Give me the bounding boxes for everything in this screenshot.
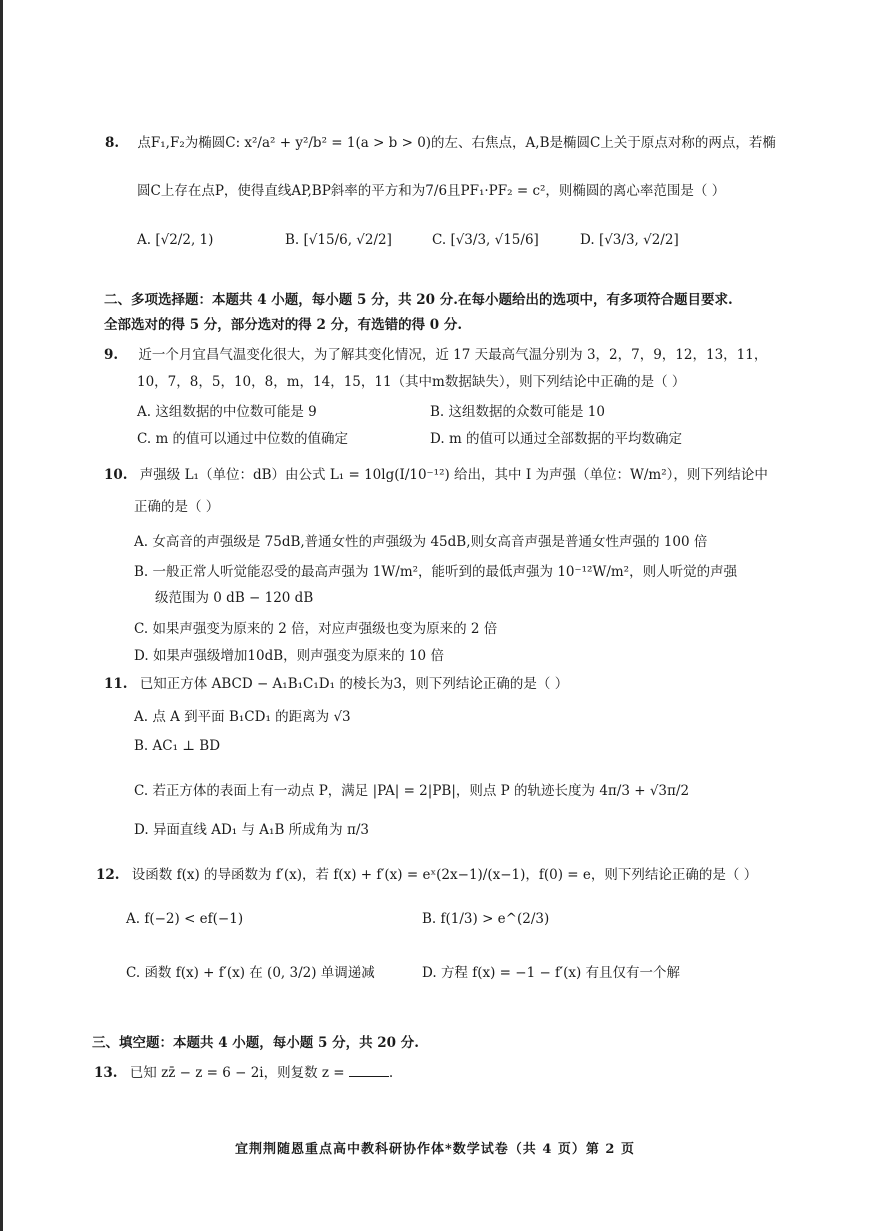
q8-option-d-text: [√3/3, √2/2]: [598, 232, 679, 248]
q11-number: 11.: [104, 676, 128, 692]
q10-option-b: B. 一般正常人听觉能忍受的最高声强为 1W/m²，能听到的最低声强为 10⁻¹²W/m²，则人听觉的声强: [134, 564, 738, 580]
q13-text: 已知 zz̄ − z = 6 − 2i，则复数 z =: [129, 1065, 345, 1081]
q13-number: 13.: [94, 1065, 118, 1081]
q8-text-1: 点F₁,F₂为椭圆C: x²/a² + y²/b² = 1(a > b > 0)的左、右焦点，A,B是椭圆C上关于原点对称的两点，若椭: [137, 135, 776, 151]
q10-option-c-text: 如果声强变为原来的 2 倍，对应声强级也变为原来的 2 倍: [152, 621, 498, 637]
q12-option-c: C. 函数 f(x) + f′(x) 在 (0, 3/2) 单调递减: [126, 965, 375, 981]
q12-option-d-text: 方程 f(x) = −1 − f′(x) 有且仅有一个解: [440, 965, 681, 981]
q8-option-d: D. [√3/3, √2/2]: [580, 232, 679, 248]
q12-line1: [96, 866, 757, 884]
q8-option-c-text: [√3/3, √15/6]: [450, 232, 539, 248]
q10-option-a: A. 女高音的声强级是 75dB,普通女性的声强级为 45dB,则女高音声强是普通女性声强的 100 倍: [134, 534, 708, 550]
q12-text-1: 设函数 f(x) 的导函数为 f′(x)，若 f(x) + f′(x) = eˣ(2x−1)/(x−1)，f(0) = e，则下列结论正确的是（ ）: [131, 867, 758, 883]
section3-heading: 三、填空题：本题共 4 小题，每小题 5 分，共 20 分.: [92, 1035, 419, 1051]
q10-option-b-cont-text: 级范围为 0 dB − 120 dB: [155, 590, 314, 606]
q9-line2: 10，7，8，5，10，8，m，14，15，11（其中m数据缺失），则下列结论中正确的是（ ）: [137, 374, 686, 390]
q10-line2: 正确的是（ ）: [134, 499, 220, 515]
section2-subheading: 全部选对的得 5 分，部分选对的得 2 分，有选错的得 0 分.: [104, 317, 463, 333]
q8-option-b: B. [√15/6, √2/2]: [285, 232, 392, 248]
q11-option-d-text: 异面直线 AD₁ 与 A₁B 所成角为 π/3: [152, 822, 369, 838]
q12-option-d: D. 方程 f(x) = −1 − f′(x) 有且仅有一个解: [422, 965, 681, 981]
q9-option-b: B. 这组数据的众数可能是 10: [430, 404, 605, 420]
q13-line: [94, 1064, 393, 1082]
q9-option-b-text: 这组数据的众数可能是 10: [448, 404, 605, 420]
q11-option-b-text: AC₁ ⊥ BD: [152, 738, 221, 754]
q12-option-a-text: f(−2) < ef(−1): [144, 911, 244, 927]
q11-option-b: B. AC₁ ⊥ BD: [134, 738, 221, 754]
q11-option-d: D. 异面直线 AD₁ 与 A₁B 所成角为 π/3: [134, 822, 369, 838]
q11-option-a: A. 点 A 到平面 B₁CD₁ 的距离为 √3: [134, 709, 351, 725]
q10-option-a-text: 女高音的声强级是 75dB,普通女性的声强级为 45dB,则女高音声强是普通女性声强的 100 倍: [152, 534, 708, 550]
q11-option-c: C. 若正方体的表面上有一动点 P，满足 |PA| = 2|PB|，则点 P 的轨迹长度为 4π/3 + √3π/2: [134, 783, 690, 799]
q10-option-d-text: 如果声强级增加10dB，则声强变为原来的 10 倍: [152, 648, 444, 664]
q8-line2: 圆C上存在点P，使得直线AP,BP斜率的平方和为7/6且PF₁·PF₂ = c²，则椭圆的离心率范围是（ ）: [137, 183, 726, 199]
q8-option-a: A. [√2/2, 1): [137, 232, 214, 248]
q13-answer-blank[interactable]: [349, 1064, 389, 1077]
q10-line1: [104, 466, 768, 484]
q10-option-b-cont: [155, 586, 313, 606]
q10-option-c: C. 如果声强变为原来的 2 倍，对应声强级也变为原来的 2 倍: [134, 621, 498, 637]
q13-end: .: [388, 1065, 394, 1081]
q10-number: 10.: [104, 467, 128, 483]
q11-option-c-text: 若正方体的表面上有一动点 P，满足 |PA| = 2|PB|，则点 P 的轨迹长度为 4π/3 + √3π/2: [152, 783, 690, 799]
q8-option-c: C. [√3/3, √15/6]: [432, 232, 539, 248]
q9-option-d-text: m 的值可以通过全部数据的平均数确定: [448, 431, 683, 447]
q9-option-c-text: m 的值可以通过中位数的值确定: [155, 431, 349, 447]
page-footer: 宜荆荆随恩重点高中教科研协作体*数学试卷（共 4 页）第 2 页: [235, 1142, 635, 1157]
section2-heading: 二、多项选择题：本题共 4 小题，每小题 5 分，共 20 分.在每小题给出的选项中，有多项符合题目要求.: [104, 292, 733, 308]
scan-edge: [0, 0, 3, 1231]
q10-text-1: 声强级 L₁（单位：dB）由公式 L₁ = 10lg(I/10⁻¹²) 给出，其中 I 为声强（单位：W/m²），则下列结论中: [139, 467, 768, 483]
q12-option-a: A. f(−2) < ef(−1): [126, 911, 244, 927]
q9-line1: [104, 346, 767, 364]
q9-option-c: C. m 的值可以通过中位数的值确定: [137, 431, 349, 447]
q10-option-d: D. 如果声强级增加10dB，则声强变为原来的 10 倍: [134, 648, 444, 664]
q11-line1: [104, 675, 568, 693]
q11-option-a-text: 点 A 到平面 B₁CD₁ 的距离为 √3: [152, 709, 351, 725]
q9-option-d: D. m 的值可以通过全部数据的平均数确定: [430, 431, 683, 447]
q9-text-1: 近一个月宜昌气温变化很大，为了解其变化情况，近 17 天最高气温分别为 3，2，7，9，12，13，11，: [138, 347, 768, 363]
q9-number: 9.: [104, 347, 119, 363]
q10-option-b-text: 一般正常人听觉能忍受的最高声强为 1W/m²，能听到的最低声强为 10⁻¹²W/m²，则人听觉的声强: [152, 564, 738, 580]
q11-text-1: 已知正方体 ABCD − A₁B₁C₁D₁ 的棱长为3，则下列结论正确的是（ ）: [139, 676, 569, 692]
q8-line1: [105, 134, 776, 152]
q9-option-a: A. 这组数据的中位数可能是 9: [137, 404, 317, 420]
q8-number: 8.: [105, 135, 120, 151]
q12-option-b-text: f(1/3) > e^(2/3): [440, 911, 550, 927]
q9-option-a-text: 这组数据的中位数可能是 9: [155, 404, 317, 420]
q12-number: 12.: [96, 867, 120, 883]
q8-option-a-text: [√2/2, 1): [155, 232, 214, 248]
q12-option-c-text: 函数 f(x) + f′(x) 在 (0, 3/2) 单调递减: [144, 965, 375, 981]
q8-option-b-text: [√15/6, √2/2]: [303, 232, 392, 248]
q12-option-b: B. f(1/3) > e^(2/3): [422, 911, 550, 927]
